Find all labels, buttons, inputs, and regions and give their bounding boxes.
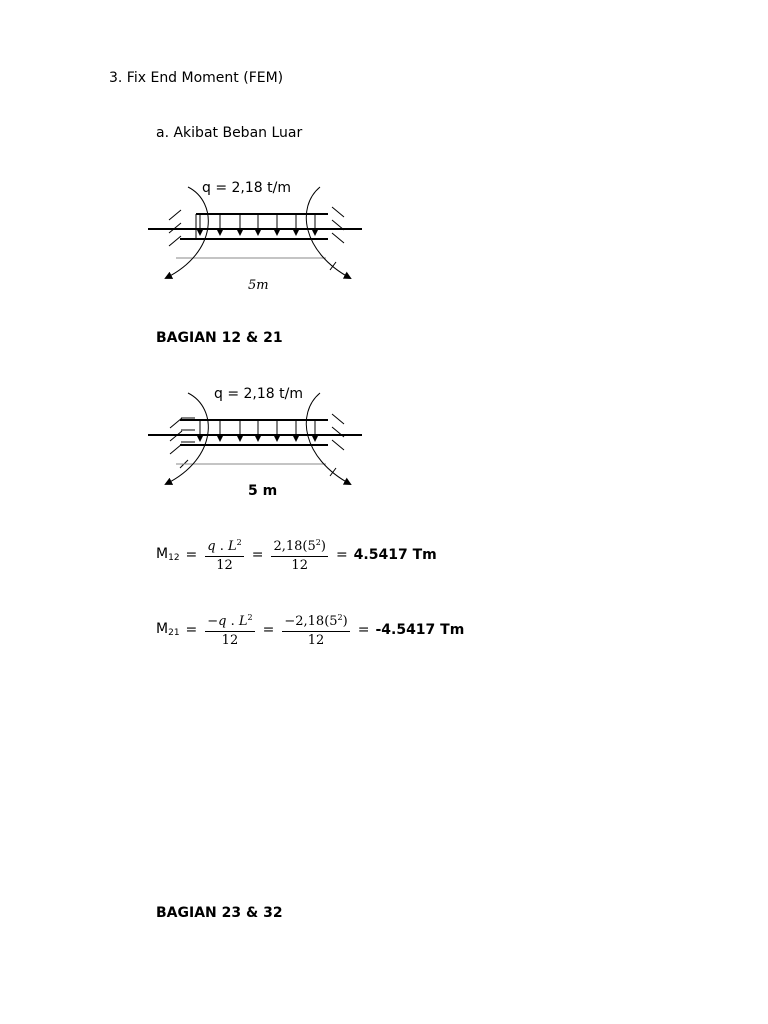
moment-equation-12 (156, 535, 437, 574)
right-support-hatch (332, 207, 344, 243)
equals-sign: = (357, 621, 370, 638)
equals-sign: = (185, 621, 198, 638)
load-arrows (200, 214, 315, 234)
moment-symbol: $M_{21}$ (156, 621, 180, 638)
beam-diagram-1 (140, 172, 380, 297)
fraction-substitution: $\frac{-2,18(5^2)}{12}$ (282, 610, 349, 649)
moment-equation-21 (156, 610, 464, 649)
left-support-hatch (170, 418, 195, 468)
section-heading: 3. Fix End Moment (FEM) (109, 70, 284, 86)
section-title-12-21: BAGIAN 12 & 21 (156, 330, 283, 346)
moment-result: 4.5417 Tm (353, 546, 437, 563)
length-label: 5𝑚 (248, 278, 269, 293)
right-moment-arrow (306, 187, 350, 278)
fraction-formula: $\frac{𝑞 . 𝐿^2}{12}$ (205, 535, 243, 574)
right-moment-arrow (306, 393, 350, 484)
load-arrows (200, 420, 315, 440)
beam (148, 420, 362, 464)
moment-symbol: $M_{12}$ (156, 546, 180, 563)
right-support-hatch (332, 414, 344, 450)
load-label: q = 2,18 t/m (214, 386, 303, 402)
equals-sign: = (185, 546, 198, 563)
fraction-formula: $\frac{-𝑞 . 𝐿^2}{12}$ (205, 610, 254, 649)
load-label: q = 2,18 t/m (202, 180, 291, 196)
fraction-substitution: $\frac{2,18(5^2)}{12}$ (271, 535, 327, 574)
beam-diagram-2 (140, 378, 380, 503)
subsection-heading: a. Akibat Beban Luar (156, 125, 303, 141)
equals-sign: = (335, 546, 348, 563)
beam (148, 214, 362, 258)
equals-sign: = (251, 546, 264, 563)
left-moment-arrow (166, 187, 208, 278)
length-label: 5 m (248, 483, 278, 499)
moment-result: -4.5417 Tm (375, 621, 465, 638)
equals-sign: = (262, 621, 275, 638)
section-title-23-32: BAGIAN 23 & 32 (156, 905, 283, 921)
